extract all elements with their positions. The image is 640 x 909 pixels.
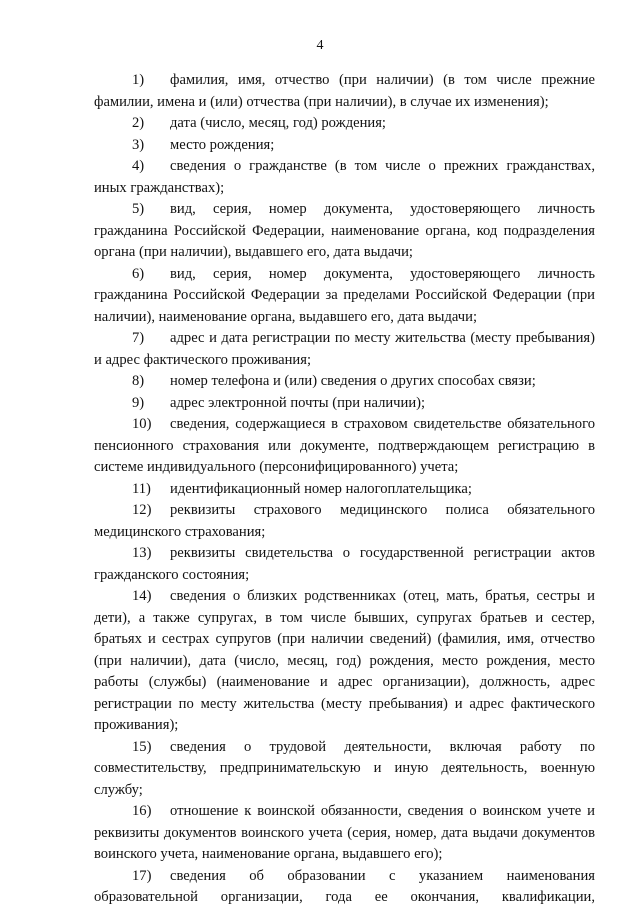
item-number: 4) [132, 158, 145, 174]
list-item [94, 414, 595, 479]
item-number: 11) [132, 480, 151, 497]
list-item [94, 543, 595, 586]
item-number: 10) [132, 416, 152, 432]
item-text: место рождения; [170, 136, 275, 153]
item-number: 13) [132, 545, 152, 561]
item-text: адрес и дата регистрации по месту жительства (месту пребывания) и адрес фактического проживания; [94, 330, 595, 368]
item-number: 9) [132, 394, 145, 411]
item-number: 12) [132, 502, 152, 518]
list-item [94, 500, 595, 543]
item-number: 3) [132, 136, 145, 153]
item-text: фамилия, имя, отчество (при наличии) (в том числе прежние фамилии, имена и (или) отчества (при наличии), в случае их изменения); [94, 72, 595, 110]
item-number: 8) [132, 373, 145, 389]
list-item [94, 866, 595, 909]
list-item [94, 135, 595, 157]
item-number: 16) [132, 803, 152, 819]
item-text: сведения о гражданстве (в том числе о прежних гражданствах, иных гражданствах); [94, 158, 595, 196]
item-text: реквизиты свидетельства о государственной регистрации актов гражданского состояния; [94, 545, 595, 583]
item-text: дата (число, месяц, год) рождения; [170, 115, 386, 131]
item-text: идентификационный номер налогоплательщика; [170, 480, 472, 497]
item-text: номер телефона и (или) сведения о других способах связи; [170, 373, 536, 389]
list-item [94, 737, 595, 802]
item-text: вид, серия, номер документа, удостоверяющего личность гражданина Российской Федерации за пределами Российской Федерации (при наличии), наименование органа, выдавшего его, дата выдачи; [94, 265, 595, 325]
item-text: вид, серия, номер документа, удостоверяющего личность гражданина Российской Федерации, наименование органа, код подразделения органа (при наличии), выдавшего его, дата выдачи; [94, 201, 595, 260]
item-text: адрес электронной почты (при наличии); [170, 394, 426, 411]
document-body [94, 70, 595, 909]
item-number: 15) [132, 738, 152, 755]
item-text: сведения об образовании с указанием наименования образовательной организации, года ее окончания, квалификации, [94, 867, 595, 905]
list-item [94, 113, 595, 135]
item-text: сведения, содержащиеся в страховом свидетельстве обязательного пенсионного страхования или документе, подтверждающем регистрацию в системе индивидуального (персонифицированного) учета; [94, 416, 595, 475]
item-number: 14) [132, 588, 152, 604]
item-text: отношение к воинской обязанности, сведения о воинском учете и реквизиты документов воинского учета (серия, номер, дата выдачи документов воинского учета, наименование органа, выдавшего его); [94, 803, 595, 862]
list-item [94, 264, 595, 329]
list-item [94, 586, 595, 737]
list-item [94, 479, 595, 501]
item-number: 2) [132, 115, 145, 131]
item-number: 6) [132, 265, 145, 282]
list-item [94, 801, 595, 866]
item-number: 5) [132, 201, 145, 217]
list-item [94, 70, 595, 113]
item-number: 7) [132, 330, 145, 346]
list-item [94, 393, 595, 415]
item-number: 17) [132, 867, 152, 884]
list-item [94, 371, 595, 393]
page-number: 4 [316, 38, 324, 53]
list-item [94, 328, 595, 371]
item-number: 1) [132, 72, 145, 88]
item-text: реквизиты страхового медицинского полиса обязательного медицинского страхования; [94, 502, 595, 540]
item-text: сведения о трудовой деятельности, включая работу по совместительству, предпринимательскую и иную деятельность, военную службу; [94, 738, 595, 798]
item-text: сведения о близких родственниках (отец, мать, братья, сестры и дети), а также супругах, в том числе бывших, супругах братьев и сестер, братьях и сестрах супругов (при наличии сведений) (фамилия, имя, отчество (при наличии), дата (число, месяц, год) рождения, место рождения, место работы (службы) (наименование и адрес организации), должность, адрес регистрации по месту жительства (месту пребывания) и адрес фактического проживания); [94, 588, 595, 733]
list-item [94, 199, 595, 264]
list-item [94, 156, 595, 199]
